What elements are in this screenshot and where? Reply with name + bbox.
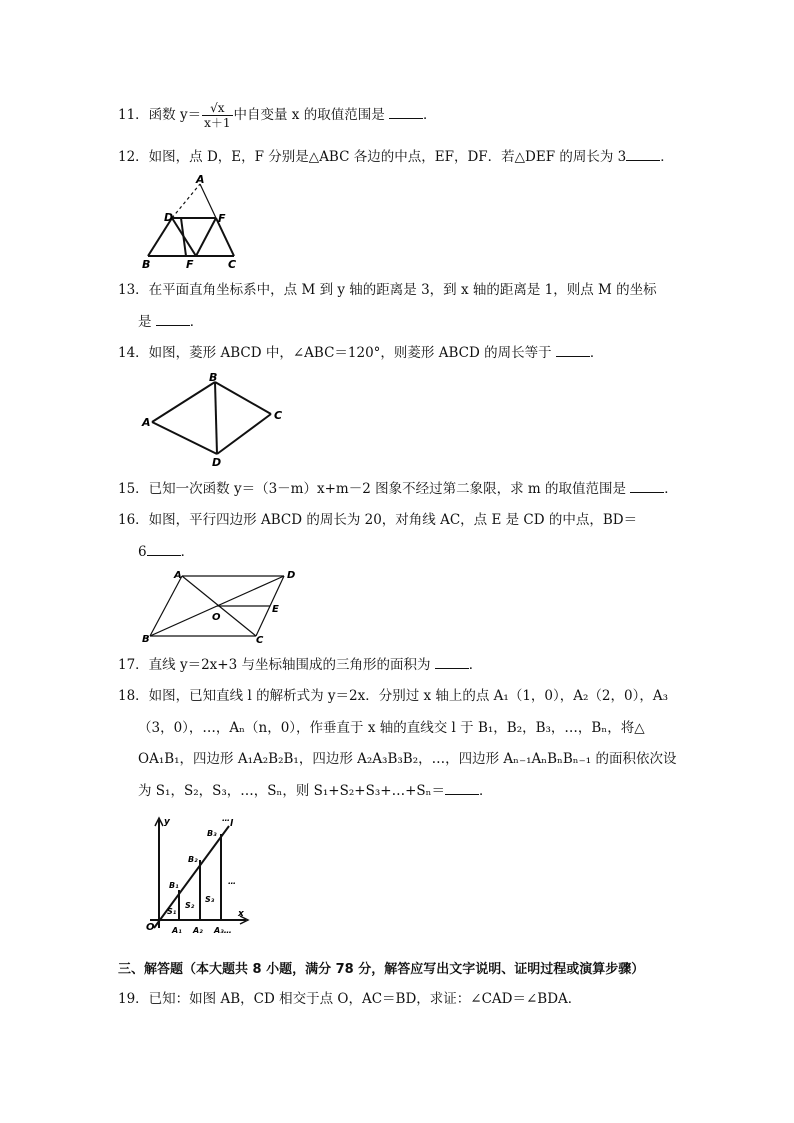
- label-c: C: [256, 635, 264, 646]
- q17-text: 17．直线 y＝2x+3 与坐标轴围成的三角形的面积为: [118, 657, 431, 673]
- answer-blank: [556, 342, 590, 357]
- question-15: 15．已知一次函数 y＝（3－m）x+m－2 图象不经过第二象限，求 m 的取值范围是 ．: [118, 478, 678, 499]
- label-b1: B₁: [169, 881, 179, 890]
- q15-text: 15．已知一次函数 y＝（3－m）x+m－2 图象不经过第二象限，求 m 的取值范围是: [118, 481, 626, 497]
- axis-x-label: x: [238, 909, 244, 919]
- question-16: [118, 510, 678, 530]
- answer-blank: [389, 104, 423, 119]
- question-13-cont: 是 ．: [118, 311, 698, 332]
- q11-denominator: x＋1: [204, 116, 231, 130]
- line-l-label: l: [230, 819, 234, 829]
- label-b: B: [142, 634, 150, 645]
- label-a: A: [142, 416, 151, 429]
- q16-line2: 6: [138, 544, 147, 560]
- parallelogram-figure: [138, 566, 313, 646]
- question-18-line3: OA₁B₁，四边形 A₁A₂B₂B₁，四边形 A₂A₃B₃B₂，…，四边形 Aₙ₋₁AₙBₙBₙ₋₁ 的面积依次设: [138, 751, 677, 767]
- ellipsis-mid: …: [228, 877, 236, 886]
- ellipsis-top: …: [222, 814, 230, 823]
- answer-blank: [435, 654, 469, 669]
- rhombus-figure: [138, 370, 298, 470]
- q11-fraction: [202, 101, 232, 130]
- q13-line2: 是: [138, 314, 152, 330]
- label-e: E: [272, 604, 279, 615]
- label-d: D: [287, 570, 296, 581]
- q18-line1: 18．如图，已知直线 l 的解析式为 y＝2x．分别过 x 轴上的点 A₁（1，0），A₂（2，0），A₃: [118, 688, 669, 704]
- q16-line1: 16．如图，平行四边形 ABCD 的周长为 20，对角线 AC，点 E 是 CD 的中点，BD＝: [118, 512, 638, 528]
- q11-numerator: √x: [202, 101, 232, 116]
- label-a: A: [174, 570, 182, 581]
- label-f-top: F: [218, 212, 226, 225]
- answer-blank: [147, 541, 181, 556]
- section-heading: 三、解答题（本大题共 8 小题，满分 78 分，解答应写出文字说明、证明过程或演算步骤）: [118, 962, 645, 977]
- triangle-figure: [138, 172, 248, 268]
- label-a2: A₂: [193, 926, 203, 935]
- label-d: D: [164, 211, 174, 224]
- label-f-bottom: F: [186, 258, 194, 268]
- question-18: [118, 686, 678, 706]
- question-13: [118, 280, 678, 300]
- answer-blank: [156, 311, 190, 326]
- coordinate-figure: [142, 812, 260, 938]
- axis-y-label: y: [164, 817, 170, 827]
- label-a3: A₃…: [214, 926, 232, 935]
- label-s2: S₂: [185, 901, 195, 910]
- q14-text: 14．如图，菱形 ABCD 中，∠ABC＝120°，则菱形 ABCD 的周长等于: [118, 345, 552, 361]
- label-a1: A₁: [172, 926, 182, 935]
- q12-text: 12．如图，点 D，E，F 分别是△ABC 各边的中点，EF，DF．若△DEF 的周长为 3: [118, 149, 627, 165]
- question-18-line4: 为 S₁，S₂，S₃，…，Sₙ，则 S₁+S₂+S₃+…+Sₙ＝ ．: [118, 780, 698, 801]
- label-b2: B₂: [188, 855, 198, 864]
- question-14: 14．如图，菱形 ABCD 中，∠ABC＝120°，则菱形 ABCD 的周长等于 ．: [118, 342, 678, 363]
- q11-suffix: 中自变量 x 的取值范围是: [233, 107, 385, 123]
- label-b3: B₃: [207, 829, 217, 838]
- label-o: O: [212, 612, 221, 623]
- label-s1: S₁: [167, 907, 177, 916]
- answer-blank: [630, 478, 664, 493]
- question-16-cont: 6 ．: [118, 541, 698, 562]
- question-17: 17．直线 y＝2x+3 与坐标轴围成的三角形的面积为 ．: [118, 654, 678, 675]
- label-s3: S₃: [205, 895, 215, 904]
- label-c: C: [228, 258, 237, 268]
- question-12: 12．如图，点 D，E，F 分别是△ABC 各边的中点，EF，DF．若△DEF 的周长为 3 ．: [118, 146, 678, 167]
- label-c: C: [274, 409, 283, 422]
- answer-blank: [445, 780, 479, 795]
- question-19: [118, 989, 678, 1009]
- q13-line1: 13．在平面直角坐标系中，点 M 到 y 轴的距离是 3，到 x 轴的距离是 1，则点 M 的坐标: [118, 282, 657, 298]
- label-a: A: [196, 173, 205, 186]
- label-d: D: [212, 456, 222, 469]
- label-b: B: [142, 258, 151, 268]
- q11-prefix: 11．函数 y＝: [118, 107, 202, 123]
- question-11: 11．函数 y＝ $\frac{√x}{x+1}$ 中自变量 x 的取值范围是 ．: [118, 101, 437, 130]
- label-b: B: [209, 371, 218, 384]
- question-18-line2: （3，0），…，Aₙ（n，0），作垂直于 x 轴的直线交 l 于 B₁，B₂，B₃，…，Bₙ，将△: [138, 720, 645, 736]
- q19-text: 19．已知：如图 AB，CD 相交于点 O，AC＝BD，求证：∠CAD＝∠BDA．: [118, 991, 582, 1007]
- answer-blank: [626, 146, 660, 161]
- origin-label: O: [146, 922, 155, 933]
